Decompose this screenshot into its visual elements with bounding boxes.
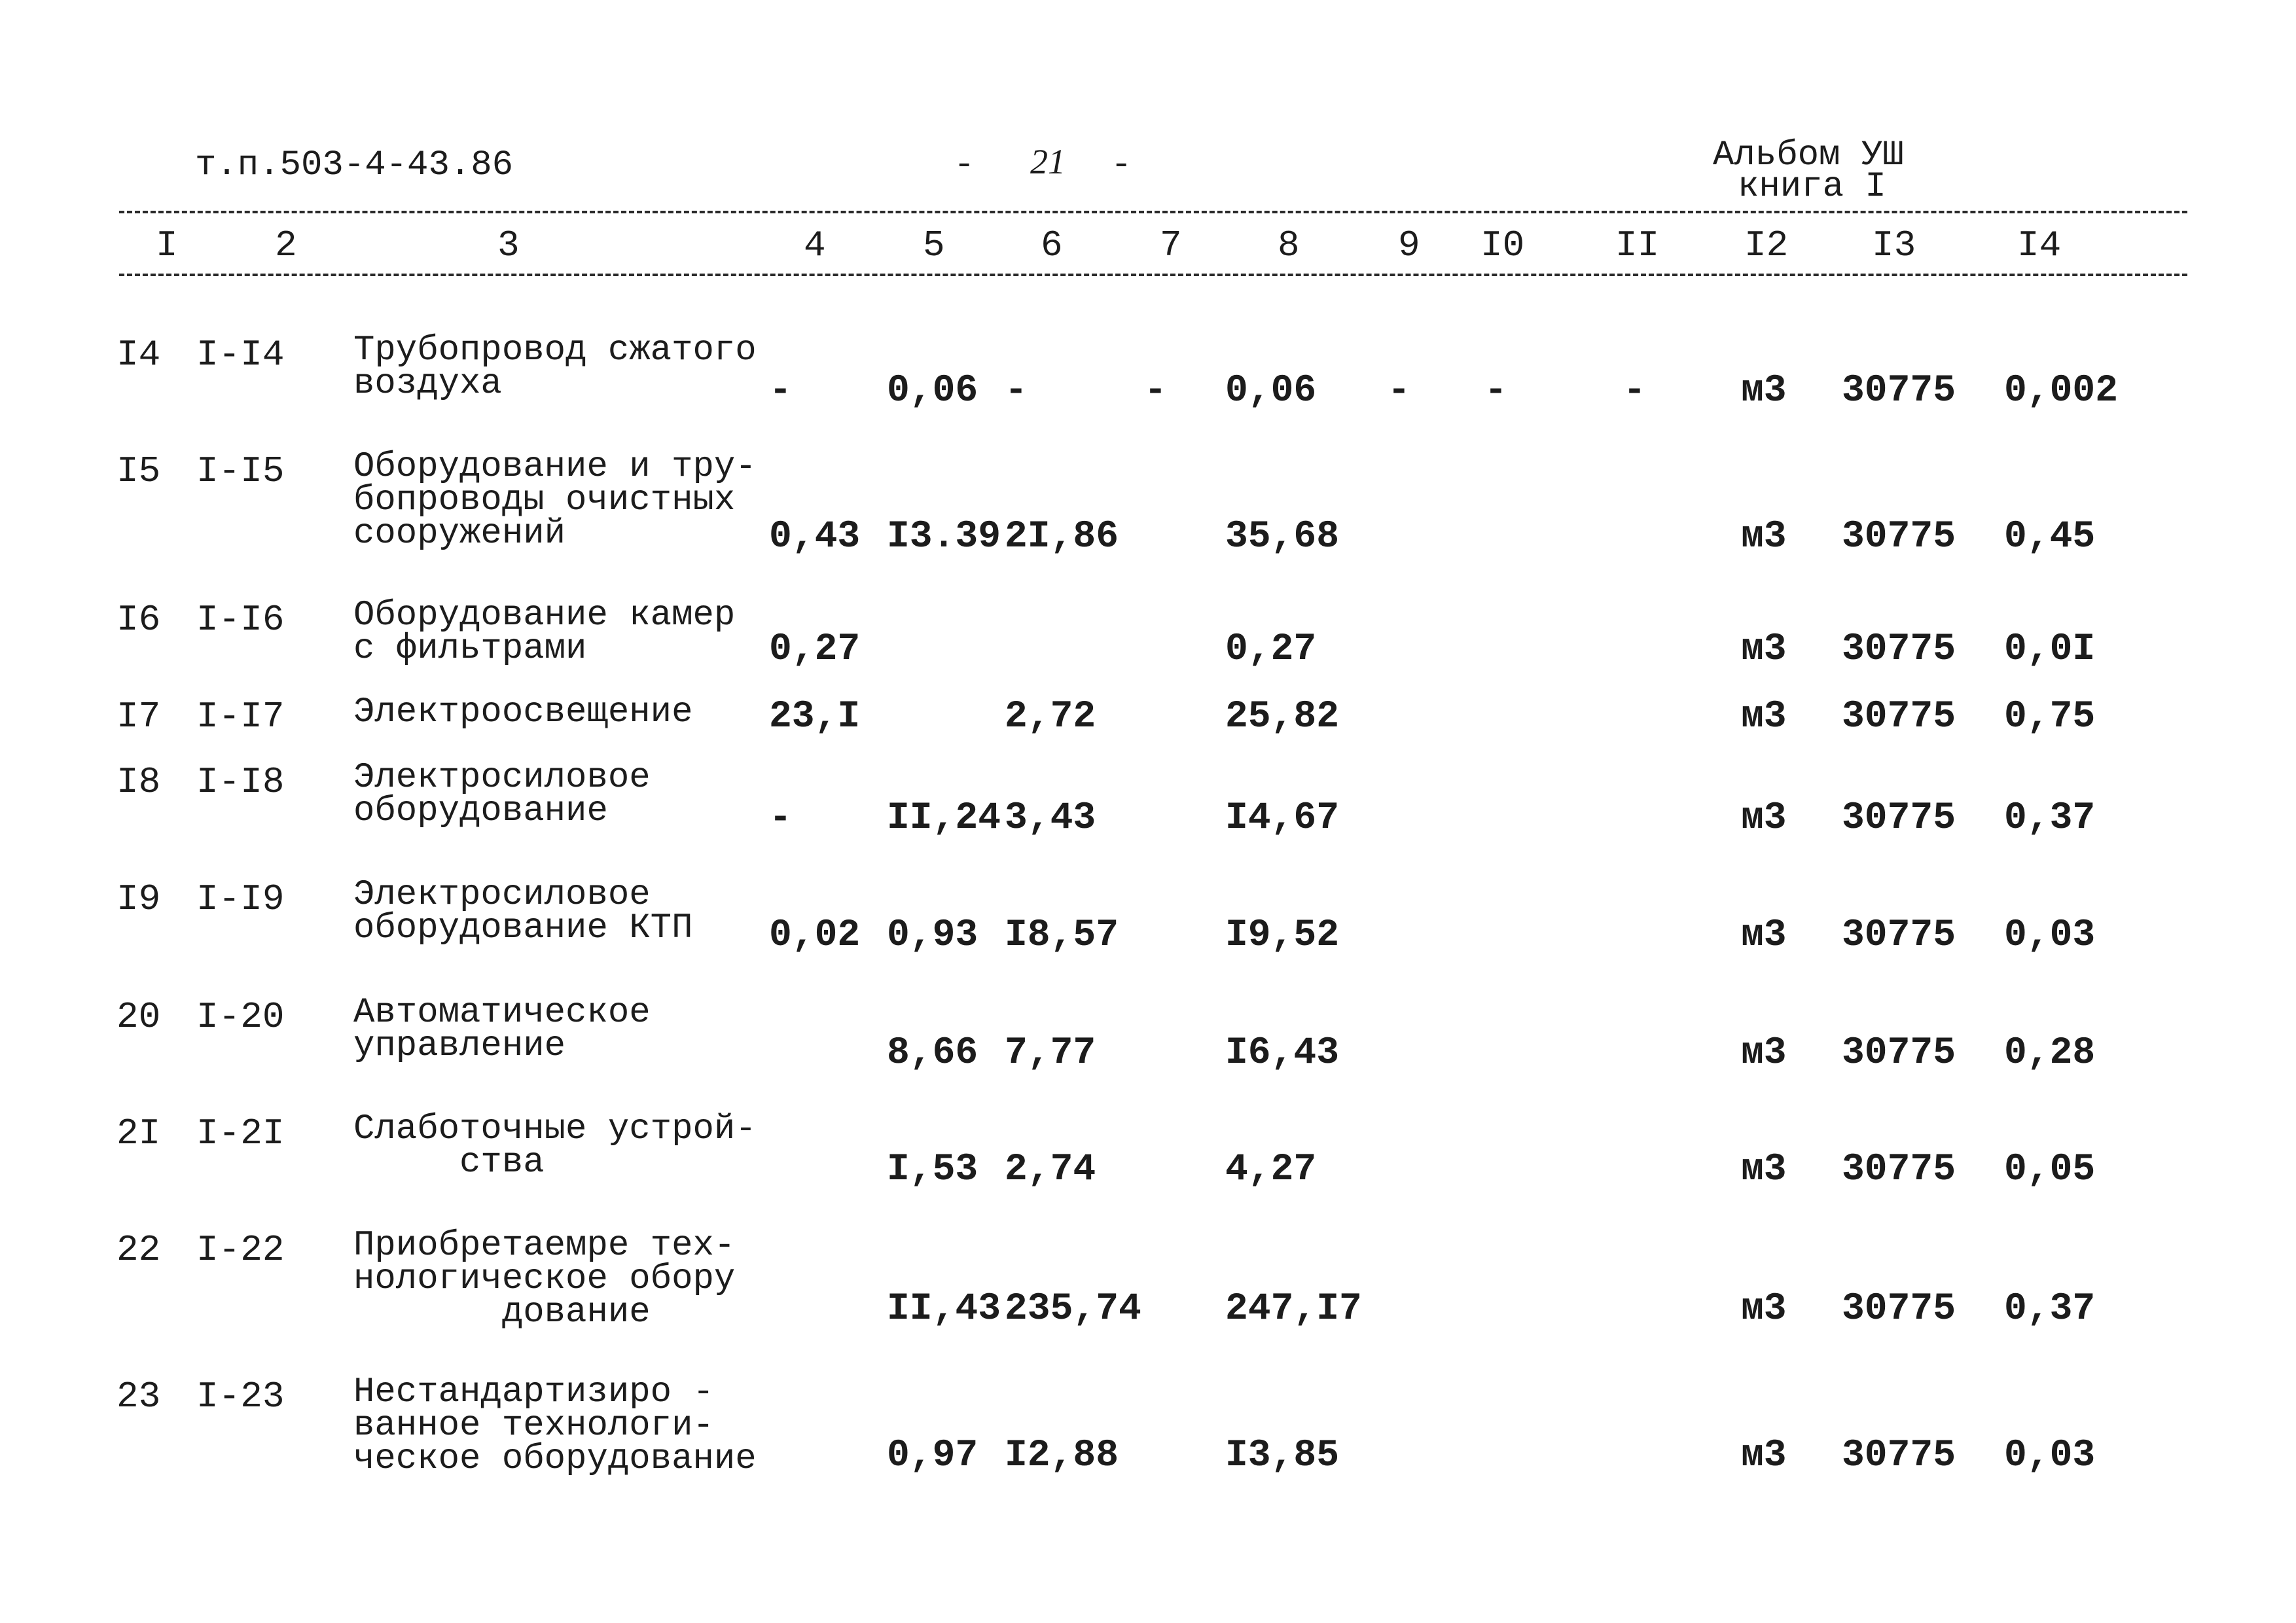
row-description: Электросиловое оборудование bbox=[353, 758, 651, 831]
row-description: Электросиловое оборудование КТП bbox=[353, 875, 693, 948]
cell-c6: - bbox=[1005, 370, 1028, 412]
cell-c14: 0,37 bbox=[2004, 1288, 2096, 1330]
cell-unit: м3 bbox=[1741, 1032, 1787, 1075]
row-code: I-I9 bbox=[196, 878, 285, 920]
column-number-7: 7 bbox=[1160, 224, 1182, 266]
cell-c14: 0,03 bbox=[2004, 914, 2096, 957]
cell-c8: I4,67 bbox=[1225, 797, 1340, 840]
column-number-13: I3 bbox=[1872, 224, 1916, 266]
column-number-4: 4 bbox=[804, 224, 826, 266]
cell-c11: - bbox=[1623, 370, 1646, 412]
column-number-1: I bbox=[156, 224, 178, 266]
cell-c14: 0,75 bbox=[2004, 696, 2096, 738]
row-code: I-I8 bbox=[196, 761, 285, 803]
cell-c13: 30775 bbox=[1842, 516, 1956, 558]
cell-c13: 30775 bbox=[1842, 1435, 1956, 1477]
cell-c10: - bbox=[1484, 370, 1507, 412]
document-code: т.п.503-4-43.86 bbox=[195, 145, 514, 185]
column-number-2: 2 bbox=[275, 224, 297, 266]
cell-c4: 0,27 bbox=[769, 628, 861, 671]
cell-c13: 30775 bbox=[1842, 797, 1956, 840]
header-bottom-rule bbox=[119, 274, 2187, 276]
cell-c5: II,43 bbox=[887, 1288, 1001, 1330]
cell-c5: II,24 bbox=[887, 797, 1001, 840]
row-description: Электроосвещение bbox=[353, 692, 693, 732]
cell-unit: м3 bbox=[1741, 696, 1787, 738]
cell-unit: м3 bbox=[1741, 1435, 1787, 1477]
cell-c14: 0,0I bbox=[2004, 628, 2096, 671]
row-code: I-22 bbox=[196, 1229, 285, 1271]
cell-c4: 0,02 bbox=[769, 914, 861, 957]
row-description: Приобретаемре тех- нологическое обору дование bbox=[353, 1226, 736, 1332]
cell-c4: 0,43 bbox=[769, 516, 861, 558]
cell-c4: 23,I bbox=[769, 696, 861, 738]
cell-c6: 3,43 bbox=[1005, 797, 1096, 840]
cell-c5: I,53 bbox=[887, 1149, 978, 1191]
row-code: I-2I bbox=[196, 1113, 285, 1154]
cell-c4: - bbox=[769, 370, 792, 412]
row-description: Оборудование и тру- бопроводы очистных сооружений bbox=[353, 447, 757, 554]
column-number-14: I4 bbox=[2017, 224, 2062, 266]
cell-c13: 30775 bbox=[1842, 1032, 1956, 1075]
cell-c8: 0,27 bbox=[1225, 628, 1317, 671]
column-number-3: 3 bbox=[497, 224, 520, 266]
cell-c14: 0,45 bbox=[2004, 516, 2096, 558]
row-code: I-I6 bbox=[196, 599, 285, 641]
cell-c8: I6,43 bbox=[1225, 1032, 1340, 1075]
cell-unit: м3 bbox=[1741, 1149, 1787, 1191]
page-number: 21 bbox=[1030, 142, 1066, 181]
row-number: I4 bbox=[117, 334, 161, 376]
cell-unit: м3 bbox=[1741, 1288, 1787, 1330]
cell-c14: 0,002 bbox=[2004, 370, 2119, 412]
column-number-12: I2 bbox=[1744, 224, 1789, 266]
cell-c8: I3,85 bbox=[1225, 1435, 1340, 1477]
column-number-9: 9 bbox=[1398, 224, 1420, 266]
cell-c13: 30775 bbox=[1842, 696, 1956, 738]
row-description: Нестандартизиро - ванное технологи- ческое оборудование bbox=[353, 1372, 757, 1479]
cell-c7: - bbox=[1144, 370, 1167, 412]
row-description: Автоматическое управление bbox=[353, 993, 651, 1066]
row-number: 22 bbox=[117, 1229, 161, 1271]
row-code: I-I5 bbox=[196, 450, 285, 492]
row-code: I-23 bbox=[196, 1376, 285, 1418]
row-number: 20 bbox=[117, 996, 161, 1038]
row-number: I9 bbox=[117, 878, 161, 920]
cell-c14: 0,05 bbox=[2004, 1149, 2096, 1191]
cell-c8: 25,82 bbox=[1225, 696, 1340, 738]
cell-c6: 2I,86 bbox=[1005, 516, 1119, 558]
cell-c6: 2,72 bbox=[1005, 696, 1096, 738]
cell-c8: 35,68 bbox=[1225, 516, 1340, 558]
cell-c5: I3.39 bbox=[887, 516, 1001, 558]
cell-c6: I2,88 bbox=[1005, 1435, 1119, 1477]
cell-unit: м3 bbox=[1741, 914, 1787, 957]
header-top-rule bbox=[119, 211, 2187, 213]
cell-c8: 0,06 bbox=[1225, 370, 1317, 412]
row-description: Трубопровод сжатого воздуха bbox=[353, 330, 757, 404]
cell-c6: I8,57 bbox=[1005, 914, 1119, 957]
cell-c5: 8,66 bbox=[887, 1032, 978, 1075]
cell-c6: 7,77 bbox=[1005, 1032, 1096, 1075]
cell-c14: 0,28 bbox=[2004, 1032, 2096, 1075]
cell-c6: 2,74 bbox=[1005, 1149, 1096, 1191]
cell-c9: - bbox=[1388, 370, 1410, 412]
cell-unit: м3 bbox=[1741, 628, 1787, 671]
column-number-8: 8 bbox=[1278, 224, 1300, 266]
cell-c8: I9,52 bbox=[1225, 914, 1340, 957]
column-number-5: 5 bbox=[923, 224, 945, 266]
cell-c8: 4,27 bbox=[1225, 1149, 1317, 1191]
cell-unit: м3 bbox=[1741, 370, 1787, 412]
row-number: I6 bbox=[117, 599, 161, 641]
cell-c6: 235,74 bbox=[1005, 1288, 1141, 1330]
cell-c13: 30775 bbox=[1842, 1288, 1956, 1330]
column-number-10: I0 bbox=[1480, 224, 1525, 266]
cell-c4: - bbox=[769, 797, 792, 840]
column-number-11: II bbox=[1615, 224, 1660, 266]
cell-c5: 0,93 bbox=[887, 914, 978, 957]
cell-unit: м3 bbox=[1741, 797, 1787, 840]
cell-c13: 30775 bbox=[1842, 628, 1956, 671]
row-number: I8 bbox=[117, 761, 161, 803]
album-label: Альбом УШ bbox=[1713, 135, 1904, 175]
cell-c13: 30775 bbox=[1842, 914, 1956, 957]
page-dash-right: - bbox=[1111, 145, 1132, 185]
page-dash-left: - bbox=[954, 145, 975, 185]
cell-c14: 0,37 bbox=[2004, 797, 2096, 840]
row-code: I-I4 bbox=[196, 334, 285, 376]
cell-c8: 247,I7 bbox=[1225, 1288, 1362, 1330]
row-code: I-I7 bbox=[196, 696, 285, 738]
cell-c13: 30775 bbox=[1842, 1149, 1956, 1191]
cell-c13: 30775 bbox=[1842, 370, 1956, 412]
row-number: 2I bbox=[117, 1113, 161, 1154]
cell-c5: 0,06 bbox=[887, 370, 978, 412]
column-number-6: 6 bbox=[1041, 224, 1063, 266]
row-number: I7 bbox=[117, 696, 161, 738]
row-description: Оборудование камер с фильтрами bbox=[353, 596, 736, 669]
row-number: 23 bbox=[117, 1376, 161, 1418]
book-label: книга I bbox=[1738, 167, 1886, 207]
cell-c14: 0,03 bbox=[2004, 1435, 2096, 1477]
cell-c5: 0,97 bbox=[887, 1435, 978, 1477]
row-number: I5 bbox=[117, 450, 161, 492]
row-description: Слаботочные устрой- ства bbox=[353, 1109, 757, 1183]
row-code: I-20 bbox=[196, 996, 285, 1038]
cell-unit: м3 bbox=[1741, 516, 1787, 558]
